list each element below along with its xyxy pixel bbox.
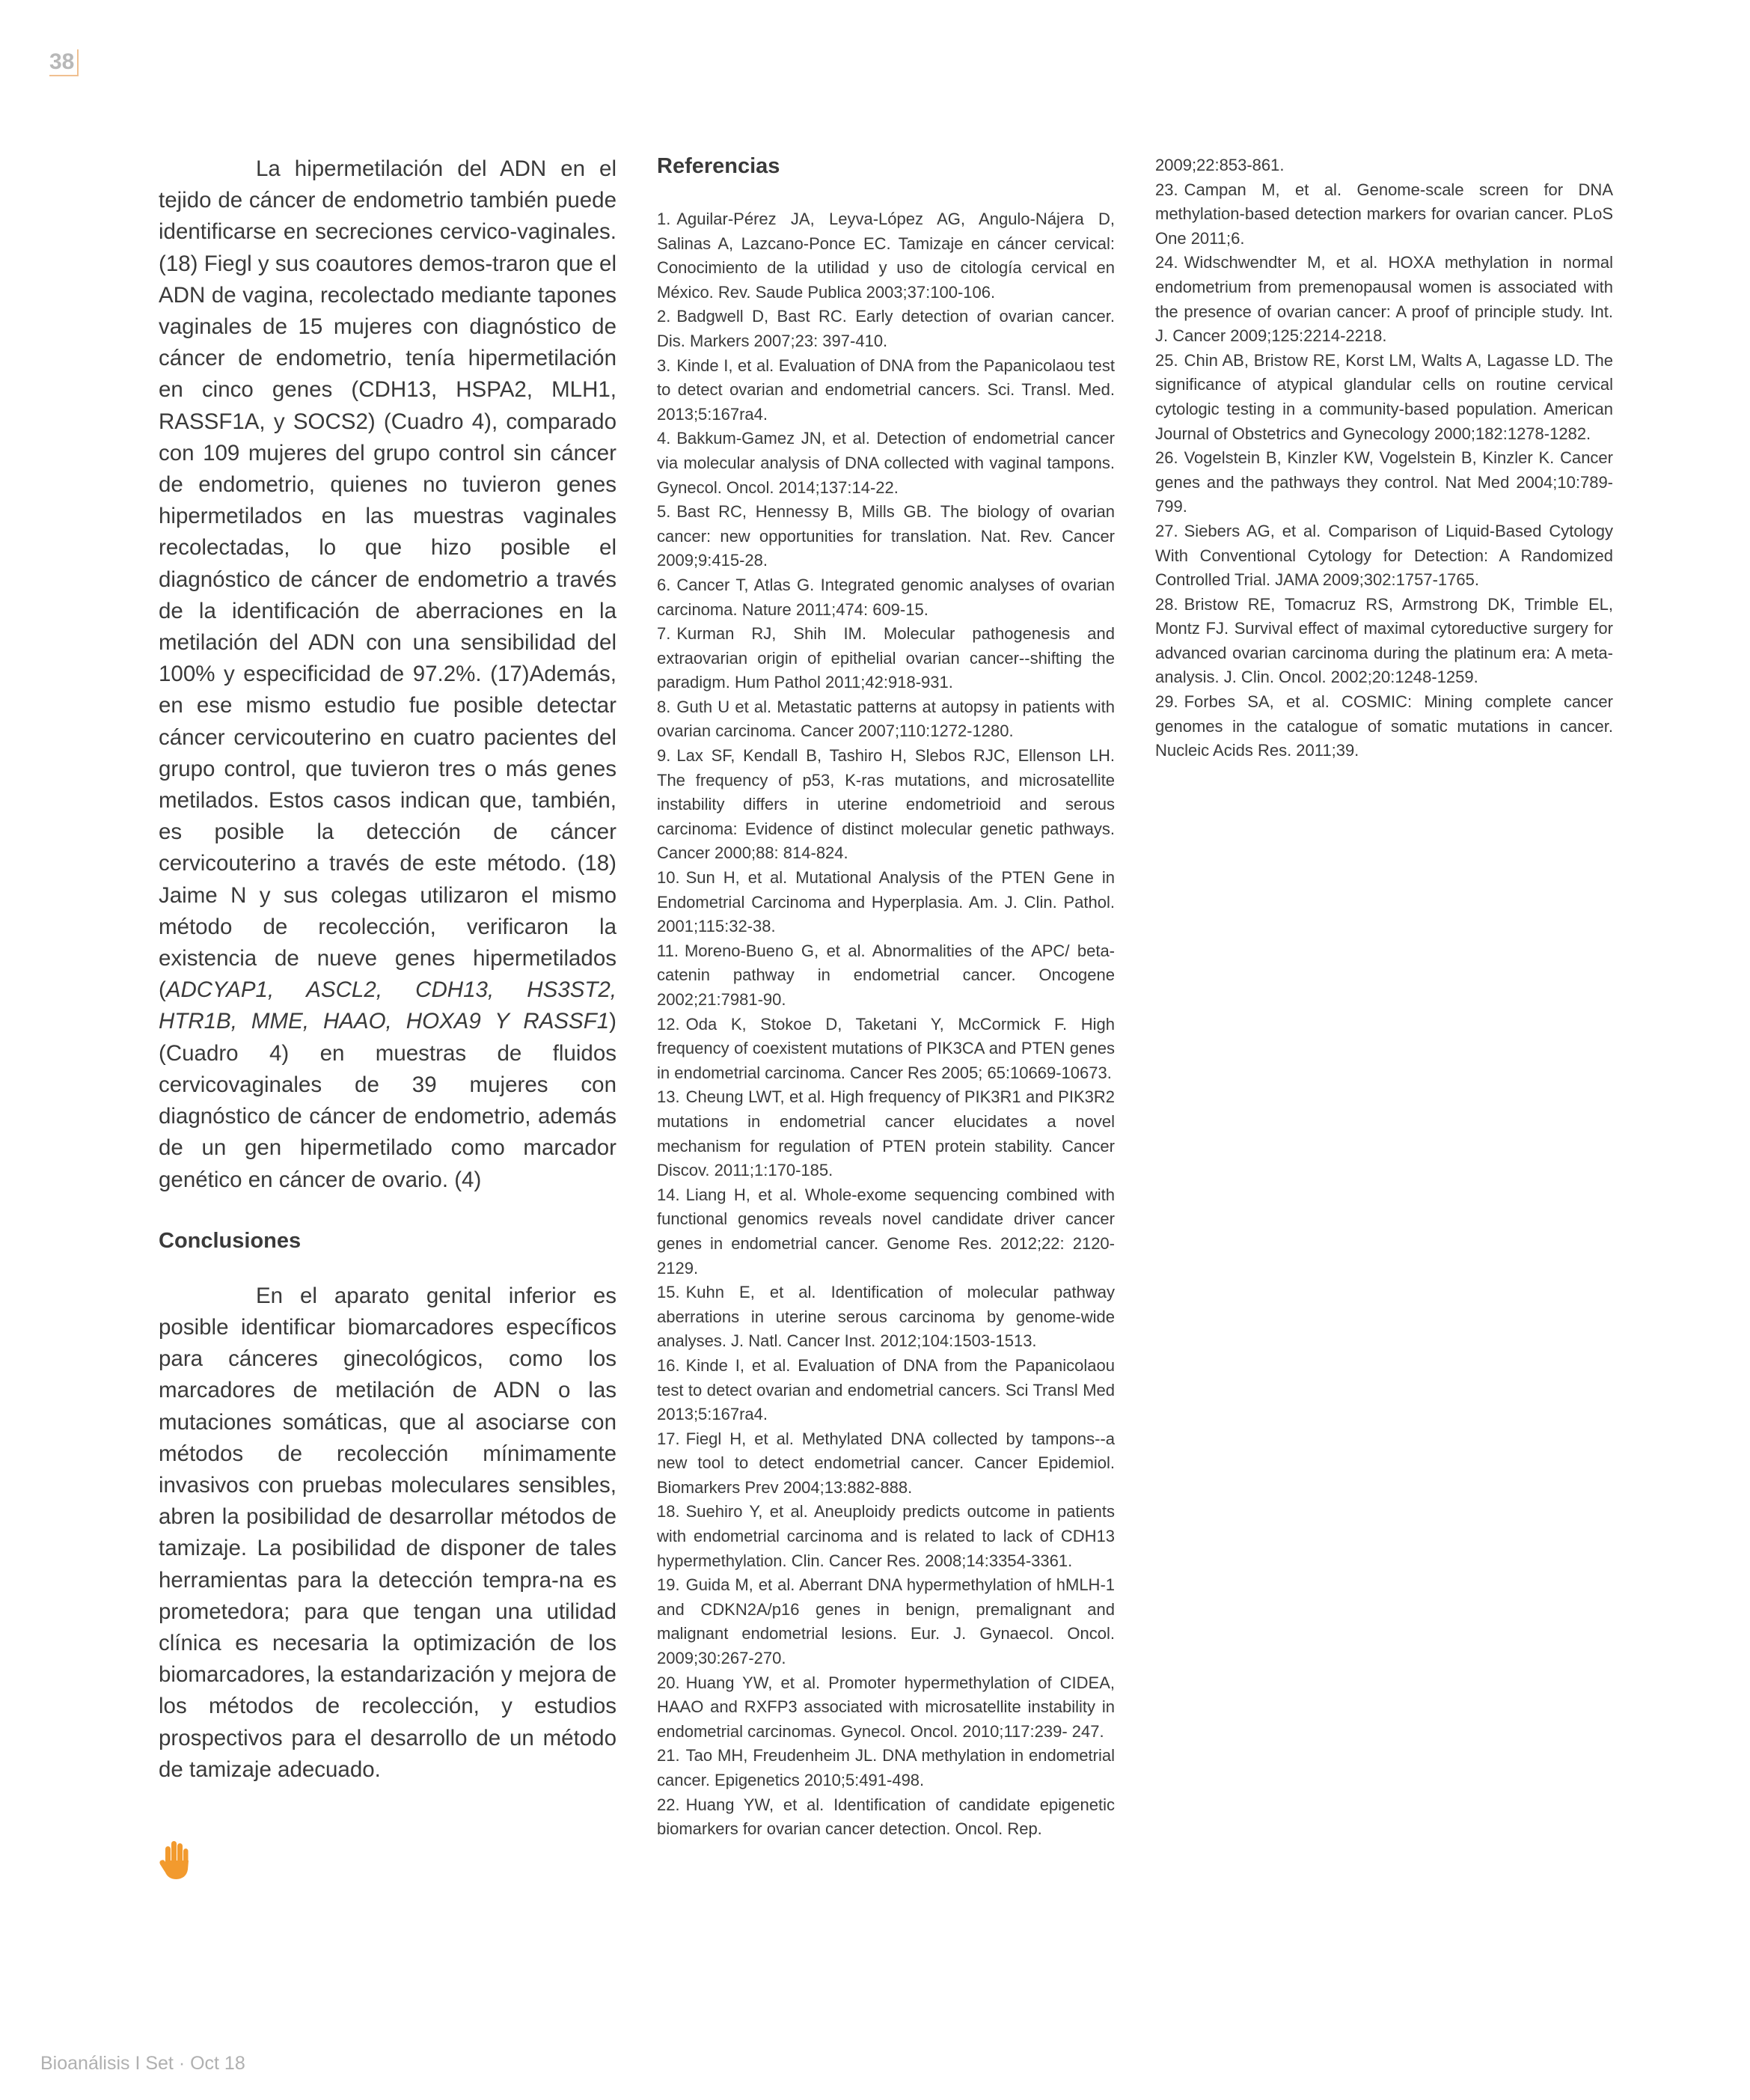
references-column-1 xyxy=(657,153,1115,1842)
reference-number: 5. xyxy=(657,502,671,522)
reference-text: Cheung LWT, et al. High frequency of PIK3R1 and PIK3R2 mutations in endometrial cancer elucidates a novel mechanism for regulation of PTEN protein stability. Cancer Discov. 2011;1:170-185. xyxy=(657,1087,1115,1180)
reference-item xyxy=(657,744,1115,866)
paragraph-text: La hipermetilación del ADN en el tejido de cáncer de endometrio también puede identificarse en secreciones cervico-vaginales. (18) Fiegl y sus coautores demos-traron que el ADN de vagina, recolectado mediante tapones vaginales de 15 mujeres con diagnóstico de cáncer de endometrio, tenía hipermetilación en cinco genes (CDH13, HSPA2, MLH1, RASSF1A, y SOCS2) (Cuadro 4), comparado con 109 mujeres del grupo control sin cáncer de endometrio, quienes no tuvieron genes hipermetilados en las muestras vaginales recolectadas, lo que hizo posible el diagnóstico de cáncer de endometrio a través de la identificación de aberraciones en la metilación del ADN con una sensibilidad del 100% y especificidad de 97.2%. (17)Además, en ese mismo estudio fue posible detectar cáncer cervicouterino en cuatro pacientes del grupo control, que tuvieron tres o más genes metilados. Estos casos indican que, también, es posible la detección de cáncer cervicouterino a través de este método. (18) Jaime N y sus colegas utilizaron el mismo método de recolección, verificaron la existencia de nueve genes hipermetilados ( xyxy=(159,156,617,1003)
reference-number: 1. xyxy=(657,210,671,228)
reference-item xyxy=(657,1573,1115,1670)
raised-hand-icon xyxy=(159,1840,192,1880)
reference-text: Fiegl H, et al. Methylated DNA collected by tampons--a new tool to detect endometrial cancer. Cancer Epidemiol. Biomarkers Prev 2004;13:882-888. xyxy=(657,1429,1115,1497)
reference-number: 26. xyxy=(1155,448,1178,468)
reference-item xyxy=(657,354,1115,427)
reference-text: Liang H, et al. Whole-exome sequencing combined with functional genomics reveals novel candidate driver cancer genes in endometrial cancer. Genome Res. 2012;22: 2120-2129. xyxy=(657,1185,1115,1278)
reference-item xyxy=(657,866,1115,939)
reference-text: Kinde I, et al. Evaluation of DNA from the Papanicolaou test to detect ovarian and endometrial cancers. Sci. Transl. Med. 2013;5:167ra4. xyxy=(657,355,1115,424)
reference-text: Oda K, Stokoe D, Taketani Y, McCormick F. High frequency of coexistent mutations of PIK3CA and PTEN genes in endometrial carcinoma. Cancer Res 2005; 65:10669-10673. xyxy=(657,1014,1115,1082)
references-column-2 xyxy=(1155,153,1613,763)
conclusions-heading: Conclusiones xyxy=(159,1228,302,1253)
reference-item xyxy=(1155,153,1613,178)
reference-number: 16. xyxy=(657,1355,680,1375)
reference-number: 17. xyxy=(657,1429,680,1448)
reference-item xyxy=(657,1500,1115,1573)
reference-number: 9. xyxy=(657,746,671,766)
reference-number: 2. xyxy=(657,307,671,326)
reference-text: Moreno-Bueno G, et al. Abnormalities of the APC/ beta-catenin pathway in endometrial cancer. Oncogene 2002;21:7981-90. xyxy=(657,941,1115,1009)
reference-item xyxy=(657,207,1115,305)
reference-item xyxy=(1155,519,1613,593)
reference-item xyxy=(657,1744,1115,1792)
reference-number: 24. xyxy=(1155,253,1178,272)
reference-number: 20. xyxy=(657,1673,680,1692)
reference-text: Vogelstein B, Kinzler KW, Vogelstein B, Kinzler K. Cancer genes and the pathways they control. Nat Med 2004;10:789-799. xyxy=(1155,448,1613,516)
reference-text: Huang YW, et al. Identification of candidate epigenetic biomarkers for ovarian cancer detection. Oncol. Rep. xyxy=(657,1795,1115,1839)
reference-item xyxy=(657,1013,1115,1086)
reference-text: Siebers AG, et al. Comparison of Liquid-Based Cytology With Conventional Cytology for Detection: A Randomized Controlled Trial. JAMA 2009;302:1757-1765. xyxy=(1155,521,1613,590)
reference-number: 4. xyxy=(657,429,671,448)
reference-number: 18. xyxy=(657,1502,680,1521)
gene-list: ADCYAP1, ASCL2, CDH13, HS3ST2, HTR1B, MME, HAAO, HOXA9 Y RASSF1 xyxy=(159,977,617,1034)
reference-number: 23. xyxy=(1155,180,1178,199)
reference-text: Sun H, et al. Mutational Analysis of the PTEN Gene in Endometrial Carcinoma and Hyperplasia. Am. J. Clin. Pathol. 2001;115:32-38. xyxy=(657,868,1115,936)
reference-number: 27. xyxy=(1155,521,1178,540)
reference-number: 15. xyxy=(657,1283,680,1302)
reference-number: 11. xyxy=(657,941,679,960)
conclusions-text: En el aparato genital inferior es posible identificar biomarcadores específicos para cánceres ginecológicos, como los marcadores de metilación de ADN o las mutaciones somáticas, que al asociarse con métodos de recolección mínimamente invasivos con pruebas moleculares sensibles, abren la posibilidad de desarrollar métodos de tamizaje. La posibilidad de disponer de tales herramientas para la detección tempra-na es prometedora; para que tengan una utilidad clínica es necesaria la optimización de los biomarcadores, la estandarización y mejora de los métodos de recolección, y estudios prospectivos para el desarrollo de un método de tamizaje adecuado. xyxy=(159,1283,617,1782)
reference-item xyxy=(1155,593,1613,690)
reference-text: Kinde I, et al. Evaluation of DNA from the Papanicolaou test to detect ovarian and endometrial cancers. Sci Transl Med 2013;5:167ra4. xyxy=(657,1355,1115,1424)
reference-item xyxy=(1155,446,1613,519)
reference-text: Huang YW, et al. Promoter hypermethylation of CIDEA, HAAO and RXFP3 associated with microsatellite instability in endometrial carcinomas. Gynecol. Oncol. 2010;117:239- 247. xyxy=(657,1673,1115,1741)
conclusions-paragraph xyxy=(159,1281,617,1786)
reference-number: 8. xyxy=(657,697,671,716)
reference-item xyxy=(657,1427,1115,1501)
references-heading: Referencias xyxy=(657,154,780,178)
reference-item xyxy=(657,1671,1115,1745)
reference-number: 12. xyxy=(657,1014,680,1034)
reference-item xyxy=(657,622,1115,695)
reference-text: Lax SF, Kendall B, Tashiro H, Slebos RJC, Ellenson LH. The frequency of p53, K-ras mutations, and microsatellite instability differs in uterine endometrioid and serous carcinoma: Evidence of distinct molecular genetic pathways. Cancer 2000;88: 814-824. xyxy=(657,746,1115,863)
reference-item xyxy=(657,939,1115,1013)
reference-item xyxy=(657,1281,1115,1354)
reference-text: Suehiro Y, et al. Aneuploidy predicts outcome in patients with endometrial carcinoma and is related to lack of CDH13 hypermethylation. Clin. Cancer Res. 2008;14:3354-3361. xyxy=(657,1502,1115,1570)
reference-text: Bristow RE, Tomacruz RS, Armstrong DK, Trimble EL, Montz FJ. Survival effect of maximal cytoreductive surgery for advanced ovarian carcinoma during the platinum era: A meta-analysis. J. Clin. Oncol. 2002;20:1248-1259. xyxy=(1155,594,1613,687)
reference-item xyxy=(657,695,1115,744)
intro-paragraph xyxy=(159,153,617,1196)
reference-text: Bakkum-Gamez JN, et al. Detection of endometrial cancer via molecular analysis of DNA collected with vaginal tampons. Gynecol. Oncol. 2014;137:14-22. xyxy=(657,429,1115,497)
reference-text: Kurman RJ, Shih IM. Molecular pathogenesis and extraovarian origin of epithelial ovarian cancer--shifting the paradigm. Hum Pathol 2011;42:918-931. xyxy=(657,624,1115,692)
reference-text: Guida M, et al. Aberrant DNA hypermethylation of hMLH-1 and CDKN2A/p16 genes in benign, premalignant and malignant endometrial lesions. Eur. J. Gynaecol. Oncol. 2009;30:267-270. xyxy=(657,1575,1115,1668)
reference-item xyxy=(657,427,1115,500)
reference-item xyxy=(1155,251,1613,348)
reference-number: 3. xyxy=(657,355,671,375)
reference-item xyxy=(657,500,1115,573)
reference-item xyxy=(1155,690,1613,763)
footer-publication: Bioanálisis I Set · Oct 18 xyxy=(40,2053,245,2074)
reference-number: 19. xyxy=(657,1575,680,1595)
reference-text: Bast RC, Hennessy B, Mills GB. The biology of ovarian cancer: new opportunities for translation. Nat. Rev. Cancer 2009;9:415-28. xyxy=(657,502,1115,570)
reference-text: Kuhn E, et al. Identification of molecular pathway aberrations in uterine serous carcinoma by genome-wide analyses. J. Natl. Cancer Inst. 2012;104:1503-1513. xyxy=(657,1283,1115,1351)
reference-text: Forbes SA, et al. COSMIC: Mining complete cancer genomes in the catalogue of somatic mutations in cancer. Nucleic Acids Res. 2011;39. xyxy=(1155,692,1613,760)
reference-item xyxy=(657,1354,1115,1427)
reference-text: 2009;22:853-861. xyxy=(1155,156,1285,174)
page-number: 38 xyxy=(49,49,79,76)
reference-text: Cancer T, Atlas G. Integrated genomic analyses of ovarian carcinoma. Nature 2011;474: 609-15. xyxy=(657,575,1115,619)
body-text-column xyxy=(159,153,617,1786)
reference-text: Guth U et al. Metastatic patterns at autopsy in patients with ovarian carcinoma. Cancer 2007;110:1272-1280. xyxy=(657,697,1115,741)
reference-item xyxy=(657,573,1115,622)
reference-number: 7. xyxy=(657,624,671,644)
reference-number: 28. xyxy=(1155,594,1178,614)
reference-item xyxy=(1155,178,1613,251)
references-list xyxy=(657,207,1115,1842)
reference-item xyxy=(657,1085,1115,1182)
references-list-continued xyxy=(1155,153,1613,763)
reference-number: 6. xyxy=(657,575,671,594)
reference-item xyxy=(657,1793,1115,1842)
reference-number: 13. xyxy=(657,1087,680,1107)
reference-text: Widschwendter M, et al. HOXA methylation in normal endometrium from premenopausal women is associated with the presence of ovarian cancer: A proof of principle study. Int. J. Cancer 2009;125:2214-2218. xyxy=(1155,253,1613,346)
reference-number: 22. xyxy=(657,1795,680,1814)
reference-number: 25. xyxy=(1155,350,1178,370)
reference-text: Tao MH, Freudenheim JL. DNA methylation in endometrial cancer. Epigenetics 2010;5:491-498. xyxy=(657,1746,1115,1789)
reference-item xyxy=(657,1183,1115,1281)
reference-text: Aguilar-Pérez JA, Leyva-López AG, Angulo-Nájera D, Salinas A, Lazcano-Ponce EC. Tamizaje en cáncer cervical: Conocimiento de la utilidad y uso de citología cervical en México. Rev. Saude Publica 2003;37:100-106. xyxy=(657,210,1115,302)
reference-item xyxy=(1155,349,1613,446)
reference-number: 21. xyxy=(657,1746,680,1765)
reference-number: 10. xyxy=(657,868,680,888)
reference-text: Campan M, et al. Genome-scale screen for DNA methylation-based detection markers for ovarian cancer. PLoS One 2011;6. xyxy=(1155,180,1613,248)
reference-number: 14. xyxy=(657,1185,680,1204)
reference-number: 29. xyxy=(1155,692,1178,712)
reference-item xyxy=(657,305,1115,353)
reference-text: Chin AB, Bristow RE, Korst LM, Walts A, Lagasse LD. The significance of atypical glandular cells on routine cervical cytologic testing in a community-based population. American Journal of Obstetrics and Gynecology 2000;182:1278-1282. xyxy=(1155,350,1613,443)
paragraph-text-end: ) (Cuadro 4) en muestras de fluidos cervicovaginales de 39 mujeres con diagnóstico de cáncer de endometrio, además de un gen hipermetilado como marcador genético en cáncer de ovario. (4) xyxy=(159,1009,617,1192)
reference-text: Badgwell D, Bast RC. Early detection of ovarian cancer. Dis. Markers 2007;23: 397-410. xyxy=(657,307,1115,350)
